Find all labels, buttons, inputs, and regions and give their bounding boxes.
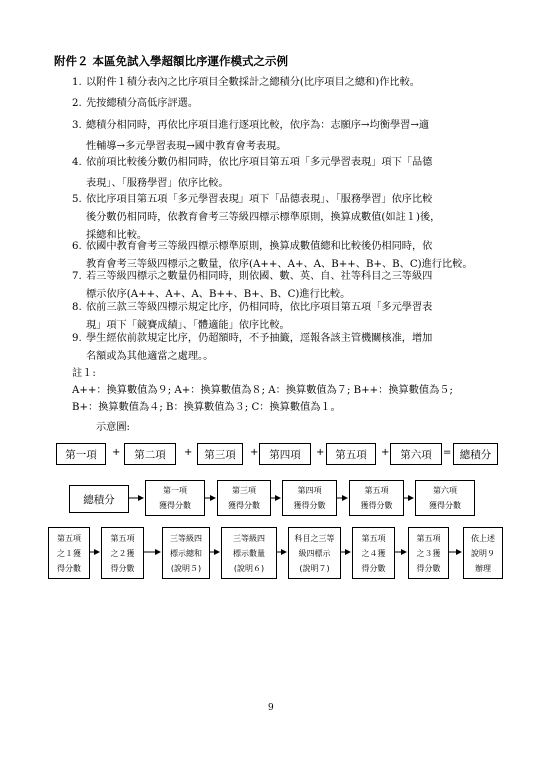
box-line: 依上述 xyxy=(471,533,495,543)
item-line: 標示依序(A++、A+、A、B++、B+、B、C)進行比較。 xyxy=(86,289,351,300)
item-number: 8. xyxy=(72,302,82,313)
row3-box-1 xyxy=(48,527,90,579)
box-line: 獲得分數 xyxy=(429,501,461,510)
item-line: 後分數仍相同時，依教育會考三等級四標示標準原則，換算成數值(如註１)後， xyxy=(86,212,441,223)
page-number: 9 xyxy=(268,703,274,713)
equals-sign: = xyxy=(443,447,452,458)
row2-box-3 xyxy=(217,480,271,516)
row3-box-3 xyxy=(162,527,210,579)
box-line: 獲得分數 xyxy=(159,501,191,510)
plus-sign: + xyxy=(112,447,121,458)
row1-box-6: 第六項 xyxy=(390,443,442,465)
plus-sign: + xyxy=(381,447,390,458)
item-number: 3. xyxy=(72,120,82,131)
box-line: 級四標示 xyxy=(298,548,331,558)
row1-box-2: 第二項 xyxy=(124,443,176,465)
item-line: 依前項比較後分數仍相同時，依比序項目第五項「多元學習表現」項下「品德 xyxy=(86,157,433,168)
row2-box-1 xyxy=(69,485,129,513)
item-line: 依前三款三等級四標示規定比序，仍相同時，依比序項目第五項「多元學習表 xyxy=(86,302,433,313)
box-line: 總積分 xyxy=(83,493,115,506)
box-line: 之３獲 xyxy=(416,548,441,558)
item-number: 1. xyxy=(72,77,82,88)
row3-box-2 xyxy=(101,527,144,579)
row3-box-8 xyxy=(463,527,503,579)
box-line: 之１獲 xyxy=(57,548,81,558)
box-line: 得分數 xyxy=(361,563,386,573)
item-line: 總積分相同時，再依比序項目進行逐項比較，依序為：志願序→均衡學習→適 xyxy=(86,120,430,131)
item-line: 採總和比較。 xyxy=(86,230,148,241)
box-line: 第六項 xyxy=(433,486,457,495)
box-line: 三等級四 xyxy=(233,533,265,543)
item-line: 名額或為其他適當之處理。。 xyxy=(86,351,214,362)
item-number: 4. xyxy=(72,157,82,168)
item-line: 先按總積分高低序評選。 xyxy=(86,98,199,109)
box-line: 第一項 xyxy=(163,486,187,495)
box-line: 辦理 xyxy=(475,563,491,573)
item-line: 教育會考三等級四標示之數量，依序(A++、A+、A、B++、B+、B、C)進行比較。 xyxy=(86,259,473,270)
box-line: 第五項 xyxy=(110,533,135,543)
note-line: A++：換算數值為９; A+：換算數值為８; A：換算數值為７; B++：換算數值為５; xyxy=(72,385,453,396)
item-line: 依比序項目第五項「多元學習表現」項下「品德表現」、「服務學習」依序比較 xyxy=(86,194,433,205)
row3-box-7 xyxy=(408,527,449,579)
box-line: 之４獲 xyxy=(361,548,386,558)
row3-box-4 xyxy=(221,527,277,579)
item-number: 6. xyxy=(72,241,82,252)
box-line: 獲得分數 xyxy=(228,501,260,510)
row1-box-4: 第四項 xyxy=(259,443,311,465)
row1-total-box: 總積分 xyxy=(453,443,498,465)
note-line: B+：換算數值為４; B：換算數值為３; C：換算數值為１。 xyxy=(72,402,341,413)
item-line: 現」項下「競賽成績」、「體適能」依序比較。 xyxy=(86,320,290,331)
diagram-label: 示意圖: xyxy=(96,422,130,433)
box-line: 之２獲 xyxy=(110,548,135,558)
box-line: 第五項 xyxy=(364,486,389,495)
row2-box-6 xyxy=(415,480,475,516)
box-line: 說明９ xyxy=(471,548,495,558)
box-line: 標示總和 xyxy=(170,548,202,558)
row3-box-6 xyxy=(352,527,395,579)
box-line: 科目之三等 xyxy=(294,533,335,543)
item-line: 依國中教育會考三等級四標示標準原則，換算成數值總和比較後仍相同時，依 xyxy=(86,241,433,252)
row1-box-3: 第三項 xyxy=(197,443,243,465)
box-line: 第五項 xyxy=(416,533,441,543)
item-line: 若三等級四標示之數量仍相同時，則依國、數、英、自、社等科目之三等級四 xyxy=(86,271,433,282)
box-line: 第五項 xyxy=(361,533,386,543)
row3-box-5 xyxy=(288,527,341,579)
row2-box-4 xyxy=(282,480,337,516)
box-line: 得分數 xyxy=(57,563,81,573)
box-line: (說明６) xyxy=(233,563,265,573)
plus-sign: + xyxy=(316,447,325,458)
box-line: 獲得分數 xyxy=(293,501,326,510)
box-line: 第四項 xyxy=(297,486,322,495)
box-line: 第三項 xyxy=(232,486,256,495)
plus-sign: + xyxy=(184,447,193,458)
document-title: 附件２ 本區免試入學超額比序運作模式之示例 xyxy=(54,54,289,68)
box-line: 得分數 xyxy=(110,563,135,573)
row1-box-1: 第一項 xyxy=(56,443,106,465)
note-label: 註１: xyxy=(72,368,96,379)
item-number: 7. xyxy=(72,271,82,282)
box-line: 第五項 xyxy=(57,533,81,543)
item-line: 性輔導→多元學習表現→國中教育會考表現。 xyxy=(86,141,287,152)
box-line: (說明７) xyxy=(299,563,330,573)
item-line: 表現」、「服務學習」依序比較。 xyxy=(86,178,229,189)
box-line: 三等級四 xyxy=(170,533,202,543)
item-number: 2. xyxy=(72,98,82,109)
row2-box-5 xyxy=(349,480,404,516)
plus-sign: + xyxy=(250,447,259,458)
row1-box-5: 第五項 xyxy=(326,443,376,465)
item-line: 以附件１積分表內之比序項目全數採計之總積分(比序項目之總和)作比較。 xyxy=(86,77,420,88)
box-line: 獲得分數 xyxy=(360,501,393,510)
row2-box-2 xyxy=(145,480,205,516)
item-number: 9. xyxy=(72,333,82,344)
item-line: 學生經依前款規定比序，仍超額時，不予抽籤，逕報各該主管機關核准，增加 xyxy=(86,333,433,344)
item-number: 5. xyxy=(72,194,82,205)
box-line: 得分數 xyxy=(416,563,441,573)
box-line: (說明５) xyxy=(170,563,202,573)
box-line: 標示數量 xyxy=(233,548,265,558)
